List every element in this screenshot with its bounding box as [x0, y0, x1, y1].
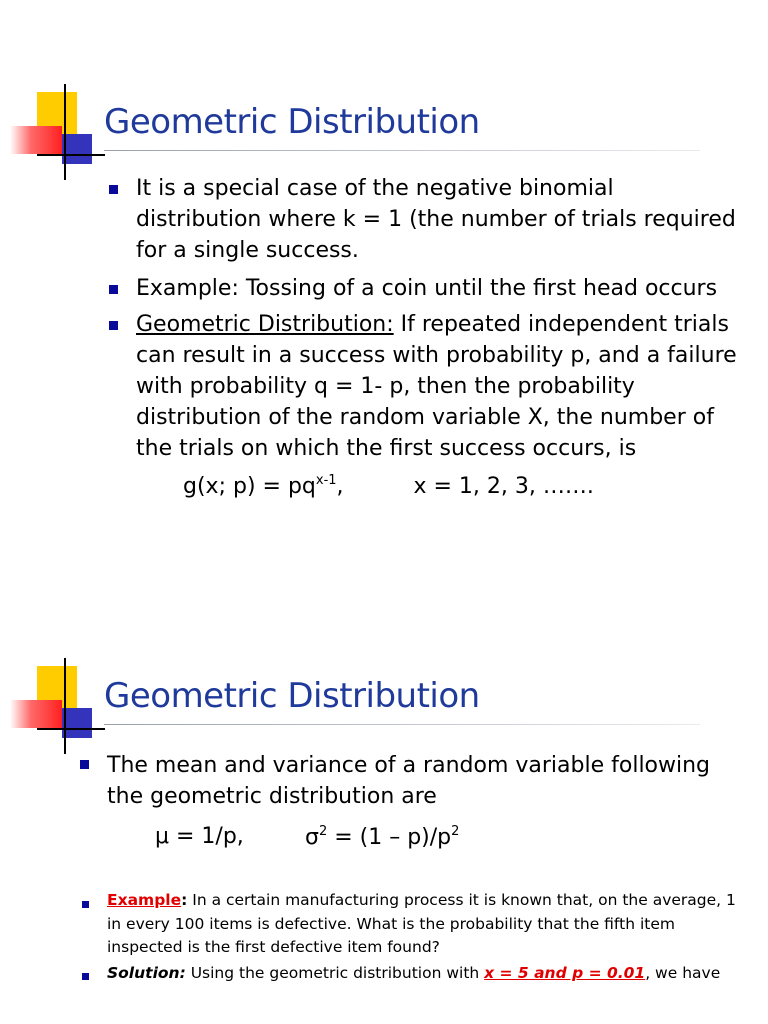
slide-title: Geometric Distribution — [104, 676, 480, 716]
variance-expression: = (1 – p)/p — [327, 825, 452, 850]
solution-label: Solution: — [107, 964, 186, 982]
bullet-icon — [109, 285, 118, 294]
slide-title: Geometric Distribution — [104, 102, 480, 142]
logo-red-bar — [10, 126, 62, 154]
pmf-formula — [183, 473, 594, 499]
definition-text: If repeated independent trials can result in a success with probability p, and a failure with probability q = 1- p, then the probability distribution of the random variable X, the number of the trials on which the first success occurs, is — [136, 312, 737, 461]
sigma-exponent: 2 — [318, 824, 328, 839]
example-label: Example — [107, 891, 182, 909]
logo-blue-square — [62, 134, 92, 164]
logo-horizontal-line — [37, 154, 105, 156]
solution-body: Using the geometric distribution with — [185, 964, 485, 982]
slide-logo-icon — [10, 666, 105, 766]
variance-formula — [305, 824, 459, 850]
solution-text — [107, 962, 747, 986]
bullet-icon — [109, 321, 118, 330]
definition-label: Geometric Distribution: — [136, 312, 394, 337]
bullet-text-definition — [136, 309, 746, 464]
logo-red-bar — [10, 700, 62, 728]
bullet-icon — [82, 901, 89, 908]
bullet-text: Example: Tossing of a coin until the first head occurs — [136, 276, 718, 301]
example-text — [107, 889, 747, 960]
logo-horizontal-line — [37, 728, 105, 730]
slide-logo-icon — [10, 92, 105, 192]
mean-formula: μ = 1/p, — [155, 824, 244, 849]
bullet-text: It is a special case of the negative binomial distribution where k = 1 (the number of trials required for a single success. — [136, 176, 736, 263]
bullet-text: The mean and variance of a random variable following the geometric distribution are — [107, 753, 711, 809]
logo-vertical-line — [64, 84, 66, 180]
bullet-icon — [109, 185, 118, 194]
solution-end: , we have — [645, 964, 721, 982]
title-divider — [104, 724, 700, 725]
formula-right: , x = 1, 2, 3, ……. — [336, 474, 594, 499]
sigma-symbol: σ — [305, 825, 319, 850]
formula-exponent: x-1 — [315, 473, 337, 488]
bullet-icon — [80, 760, 89, 769]
bullet-icon — [82, 973, 89, 980]
solution-highlight: x = 5 and p = 0.01 — [484, 964, 646, 982]
logo-blue-square — [62, 708, 92, 738]
variance-exponent: 2 — [451, 824, 460, 839]
example-colon: : — [181, 891, 188, 909]
example-body: In a certain manufacturing process it is known that, on the average, 1 in every 100 items is defective. What is the probability that the fifth item inspected is the first defective item found? — [107, 891, 736, 956]
slide-2 — [0, 575, 768, 1024]
logo-vertical-line — [64, 658, 66, 754]
title-divider — [104, 150, 700, 151]
formula-left: g(x; p) = pq — [183, 474, 316, 499]
